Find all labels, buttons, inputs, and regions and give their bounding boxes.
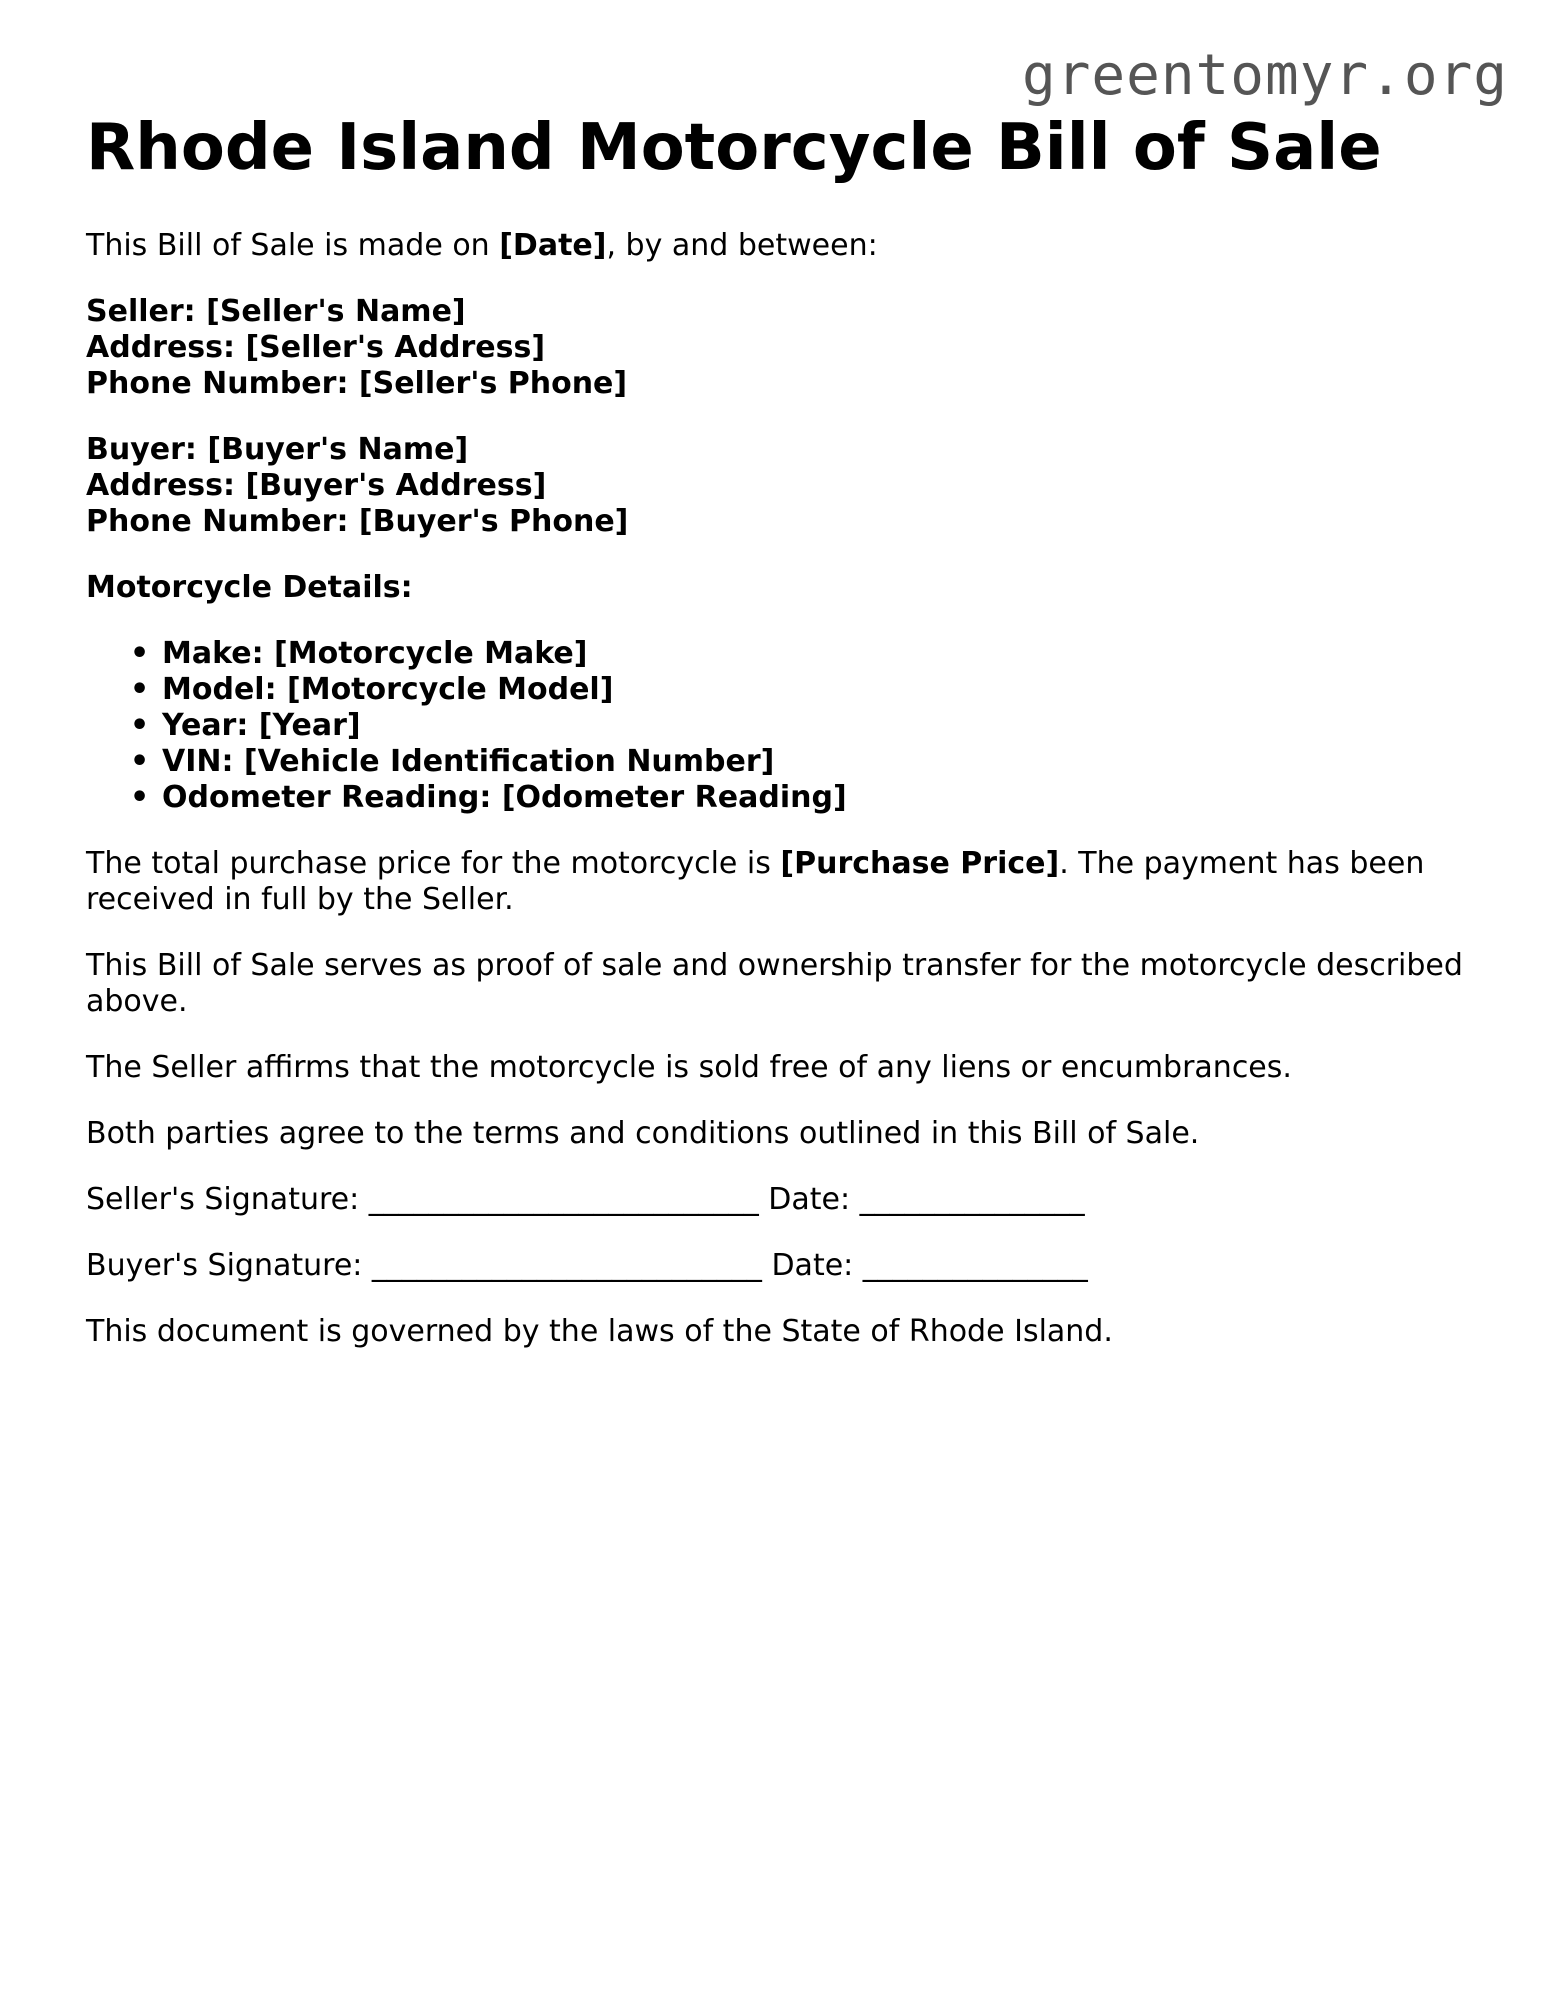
document-body — [86, 108, 1486, 1350]
list-item — [130, 636, 1486, 672]
price-text-before: The total purchase price for the motorcycle is — [86, 846, 781, 881]
list-item — [130, 744, 1486, 780]
list-item — [130, 708, 1486, 744]
list-item-text: VIN: [Vehicle Identification Number] — [162, 744, 775, 779]
watermark: greentomyr.org — [1021, 43, 1508, 108]
intro-paragraph — [86, 228, 1486, 264]
seller-signature-line: Seller's Signature: __________________________ Date: _______________ — [86, 1182, 1085, 1217]
seller-address: Address: [Seller's Address] — [86, 330, 546, 365]
intro-date-placeholder: [Date] — [499, 228, 607, 263]
list-item-text: Make: [Motorcycle Make] — [162, 636, 588, 671]
buyer-address: Address: [Buyer's Address] — [86, 468, 547, 503]
motorcycle-details-list — [86, 636, 1486, 816]
buyer-name: Buyer: [Buyer's Name] — [86, 432, 469, 467]
bullet-icon: • — [130, 780, 150, 815]
bullet-icon: • — [130, 672, 150, 707]
intro-text-after: , by and between: — [606, 228, 878, 263]
terms-paragraph: Both parties agree to the terms and conditions outlined in this Bill of Sale. — [86, 1116, 1200, 1151]
price-text-after: . The payment has been received in full by the Seller. — [86, 846, 1425, 917]
governing-law-paragraph: This document is governed by the laws of the State of Rhode Island. — [86, 1314, 1113, 1349]
intro-text-before: This Bill of Sale is made on — [86, 228, 500, 263]
list-item-text: Model: [Motorcycle Model] — [162, 672, 614, 707]
purchase-price-placeholder: [Purchase Price] — [780, 846, 1060, 881]
document-title: Rhode Island Motorcycle Bill of Sale — [86, 111, 1382, 185]
buyer-info — [86, 432, 1486, 540]
list-item-text: Odometer Reading: [Odometer Reading] — [162, 780, 847, 815]
bullet-icon: • — [130, 744, 150, 779]
seller-name: Seller: [Seller's Name] — [86, 294, 466, 329]
list-item-text: Year: [Year] — [162, 708, 361, 743]
bullet-icon: • — [130, 708, 150, 743]
motorcycle-details-heading: Motorcycle Details: — [86, 570, 413, 605]
buyer-phone: Phone Number: [Buyer's Phone] — [86, 504, 629, 539]
list-item — [130, 780, 1486, 816]
list-item — [130, 672, 1486, 708]
buyer-signature-line: Buyer's Signature: __________________________ Date: _______________ — [86, 1248, 1088, 1283]
price-paragraph — [86, 846, 1486, 918]
proof-paragraph: This Bill of Sale serves as proof of sale and ownership transfer for the motorcycle described above. — [86, 948, 1463, 1019]
liens-paragraph: The Seller affirms that the motorcycle is sold free of any liens or encumbrances. — [86, 1050, 1292, 1085]
bullet-icon: • — [130, 636, 150, 671]
seller-phone: Phone Number: [Seller's Phone] — [86, 366, 628, 401]
seller-info — [86, 294, 1486, 402]
